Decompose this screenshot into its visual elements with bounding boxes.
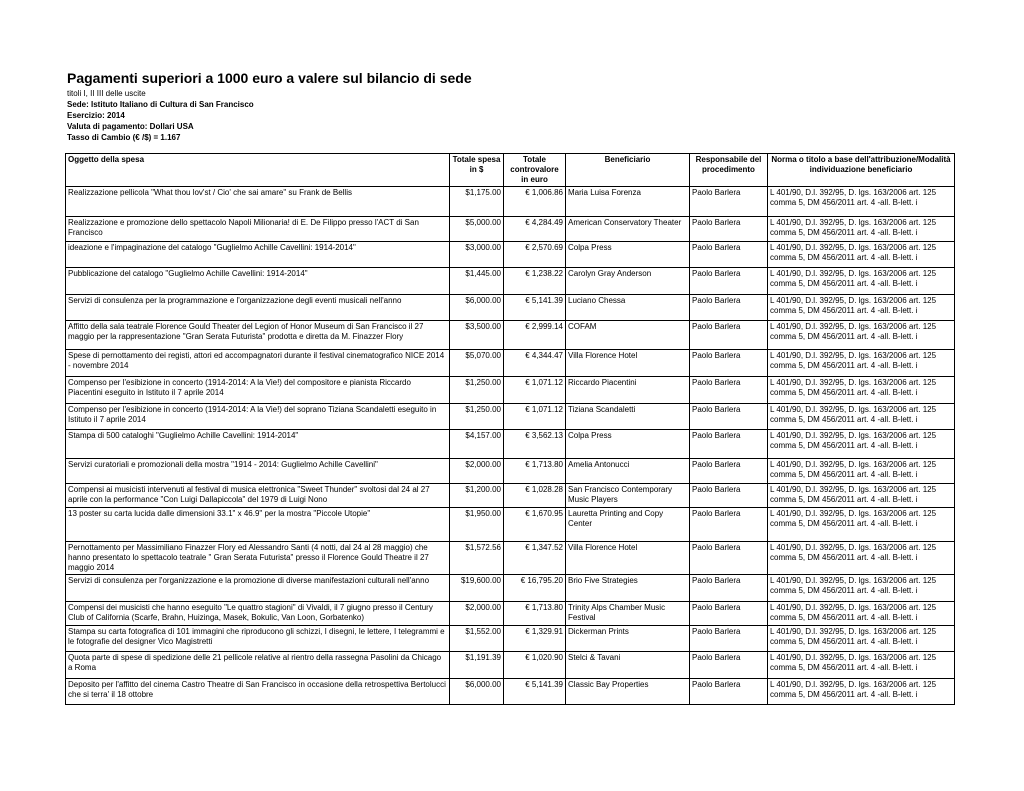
cell-oggetto: Pubblicazione del catalogo "Guglielmo Achille Cavellini: 1914-2014" bbox=[66, 268, 450, 295]
cell-totale-eur: € 4,344.47 bbox=[504, 350, 566, 377]
cell-oggetto: ideazione e l'impaginazione del catalogo "Guglielmo Achille Cavellini: 1914-2014" bbox=[66, 242, 450, 268]
cell-oggetto: Affitto della sala teatrale Florence Gould Theater del Legion of Honor Museum di San Francisco il 27 maggio per la rappresentazione "Gran Serata Futurista" prodotta e diretta da M. Finazzer Flory bbox=[66, 321, 450, 350]
cell-responsabile: Paolo Barlera bbox=[690, 404, 768, 430]
cell-totale-eur: € 5,141.39 bbox=[504, 679, 566, 705]
header-oggetto: Oggetto della spesa bbox=[66, 154, 450, 187]
cell-totale-eur: € 1,071.12 bbox=[504, 377, 566, 404]
cell-responsabile: Paolo Barlera bbox=[690, 679, 768, 705]
table-row bbox=[66, 430, 955, 459]
cell-norma: L 401/90, D.l. 392/95, D. lgs. 163/2006 art. 125 comma 5, DM 456/2011 art. 4 -all. B-lett. i bbox=[768, 242, 955, 268]
table-row bbox=[66, 459, 955, 484]
cell-norma: L 401/90, D.l. 392/95, D. lgs. 163/2006 art. 125 comma 5, DM 456/2011 art. 4 -all. B-lett. i bbox=[768, 542, 955, 575]
cell-oggetto: 13 poster su carta lucida dalle dimensioni 33.1" x 46.9" per la mostra "Piccole Utopie" bbox=[66, 508, 450, 542]
cell-norma: L 401/90, D.l. 392/95, D. lgs. 163/2006 art. 125 comma 5, DM 456/2011 art. 4 -all. B-lett. i bbox=[768, 484, 955, 508]
table-row bbox=[66, 217, 955, 242]
cell-norma: L 401/90, D.l. 392/95, D. lgs. 163/2006 art. 125 comma 5, DM 456/2011 art. 4 -all. B-lett. i bbox=[768, 350, 955, 377]
cell-norma: L 401/90, D.l. 392/95, D. lgs. 163/2006 art. 125 comma 5, DM 456/2011 art. 4 -all. B-lett. i bbox=[768, 187, 955, 217]
cell-norma: L 401/90, D.l. 392/95, D. lgs. 163/2006 art. 125 comma 5, DM 456/2011 art. 4 -all. B-lett. i bbox=[768, 626, 955, 652]
cell-totale-usd: $1,250.00 bbox=[450, 377, 504, 404]
meta-sede: Sede: Istituto Italiano di Cultura di San Francisco bbox=[67, 100, 254, 109]
table-row bbox=[66, 268, 955, 295]
cell-totale-eur: € 16,795.20 bbox=[504, 575, 566, 602]
cell-responsabile: Paolo Barlera bbox=[690, 602, 768, 626]
cell-norma: L 401/90, D.l. 392/95, D. lgs. 163/2006 art. 125 comma 5, DM 456/2011 art. 4 -all. B-lett. i bbox=[768, 321, 955, 350]
cell-norma: L 401/90, D.l. 392/95, D. lgs. 163/2006 art. 125 comma 5, DM 456/2011 art. 4 -all. B-lett. i bbox=[768, 459, 955, 484]
meta-valuta: Valuta di pagamento: Dollari USA bbox=[67, 122, 194, 131]
cell-totale-usd: $2,000.00 bbox=[450, 602, 504, 626]
cell-norma: L 401/90, D.l. 392/95, D. lgs. 163/2006 art. 125 comma 5, DM 456/2011 art. 4 -all. B-lett. i bbox=[768, 430, 955, 459]
cell-oggetto: Servizi di consulenza per l'organizzazione e la promozione di diverse manifestazioni culturali nell'anno bbox=[66, 575, 450, 602]
cell-totale-eur: € 1,347.52 bbox=[504, 542, 566, 575]
cell-beneficiario: Maria Luisa Forenza bbox=[566, 187, 690, 217]
cell-responsabile: Paolo Barlera bbox=[690, 430, 768, 459]
table-row bbox=[66, 652, 955, 679]
cell-totale-eur: € 1,006.86 bbox=[504, 187, 566, 217]
meta-tasso: Tasso di Cambio (€ /$) = 1.167 bbox=[67, 133, 181, 142]
table-row bbox=[66, 377, 955, 404]
cell-totale-eur: € 1,020.90 bbox=[504, 652, 566, 679]
cell-totale-eur: € 4,284.49 bbox=[504, 217, 566, 242]
cell-beneficiario: Lauretta Printing and Copy Center bbox=[566, 508, 690, 542]
header-norma: Norma o titolo a base dell'attribuzione/Modalità individuazione beneficiario bbox=[768, 154, 955, 187]
payments-table bbox=[65, 153, 955, 705]
cell-beneficiario: Tiziana Scandaletti bbox=[566, 404, 690, 430]
cell-norma: L 401/90, D.l. 392/95, D. lgs. 163/2006 art. 125 comma 5, DM 456/2011 art. 4 -all. B-lett. i bbox=[768, 404, 955, 430]
cell-norma: L 401/90, D.l. 392/95, D. lgs. 163/2006 art. 125 comma 5, DM 456/2011 art. 4 -all. B-lett. i bbox=[768, 377, 955, 404]
cell-totale-usd: $1,445.00 bbox=[450, 268, 504, 295]
cell-responsabile: Paolo Barlera bbox=[690, 295, 768, 321]
cell-totale-eur: € 1,071.12 bbox=[504, 404, 566, 430]
cell-oggetto: Compenso per l'esibizione in concerto (1914-2014: A la Vie!) del soprano Tiziana Scandaletti eseguito in Istituto il 7 aprile 2014 bbox=[66, 404, 450, 430]
cell-totale-eur: € 1,329.91 bbox=[504, 626, 566, 652]
cell-oggetto: Stampa di 500 cataloghi "Guglielmo Achille Cavellini: 1914-2014" bbox=[66, 430, 450, 459]
cell-norma: L 401/90, D.l. 392/95, D. lgs. 163/2006 art. 125 comma 5, DM 456/2011 art. 4 -all. B-lett. i bbox=[768, 217, 955, 242]
table-row bbox=[66, 321, 955, 350]
table-row bbox=[66, 242, 955, 268]
cell-beneficiario: COFAM bbox=[566, 321, 690, 350]
cell-oggetto: Realizzazione pellicola "What thou lov'st / Cio' che sai amare" su Frank de Bellis bbox=[66, 187, 450, 217]
cell-totale-usd: $1,200.00 bbox=[450, 484, 504, 508]
cell-totale-usd: $1,250.00 bbox=[450, 404, 504, 430]
cell-beneficiario: Colpa Press bbox=[566, 242, 690, 268]
cell-responsabile: Paolo Barlera bbox=[690, 626, 768, 652]
cell-totale-eur: € 1,238.22 bbox=[504, 268, 566, 295]
cell-responsabile: Paolo Barlera bbox=[690, 321, 768, 350]
cell-responsabile: Paolo Barlera bbox=[690, 484, 768, 508]
cell-oggetto: Deposito per l'affitto del cinema Castro Theatre di San Francisco in occasione della retrospettiva Bertolucci che si terra' il 18 ottobre bbox=[66, 679, 450, 705]
cell-totale-eur: € 2,570.69 bbox=[504, 242, 566, 268]
header-totale-eur: Totale controvalore in euro bbox=[504, 154, 566, 187]
cell-norma: L 401/90, D.l. 392/95, D. lgs. 163/2006 art. 125 comma 5, DM 456/2011 art. 4 -all. B-lett. i bbox=[768, 508, 955, 542]
cell-beneficiario: Trinity Alps Chamber Music Festival bbox=[566, 602, 690, 626]
cell-oggetto: Spese di pernottamento dei registi, attori ed accompagnatori durante il festival cinematografico NICE 2014 - novembre 2014 bbox=[66, 350, 450, 377]
table-row bbox=[66, 484, 955, 508]
cell-oggetto: Stampa su carta fotografica di 101 immagini che riproducono gli schizzi, I disegni, le lettere, I telegrammi e le fotografie del designer Vico Magistretti bbox=[66, 626, 450, 652]
cell-beneficiario: Luciano Chessa bbox=[566, 295, 690, 321]
table-header-row bbox=[66, 154, 955, 187]
cell-beneficiario: American Conservatory Theater bbox=[566, 217, 690, 242]
cell-totale-usd: $4,157.00 bbox=[450, 430, 504, 459]
table-row bbox=[66, 602, 955, 626]
table-row bbox=[66, 187, 955, 217]
cell-totale-usd: $1,552.00 bbox=[450, 626, 504, 652]
cell-totale-usd: $5,000.00 bbox=[450, 217, 504, 242]
cell-totale-usd: $1,572.56 bbox=[450, 542, 504, 575]
cell-oggetto: Compensi ai musicisti intervenuti al festival di musica elettronica "Sweet Thunder" svoltosi dal 24 al 27 aprile con la performance "Con Luigi Dallapiccola" del 1979 di Luigi Nono bbox=[66, 484, 450, 508]
cell-norma: L 401/90, D.l. 392/95, D. lgs. 163/2006 art. 125 comma 5, DM 456/2011 art. 4 -all. B-lett. i bbox=[768, 575, 955, 602]
cell-responsabile: Paolo Barlera bbox=[690, 508, 768, 542]
cell-norma: L 401/90, D.l. 392/95, D. lgs. 163/2006 art. 125 comma 5, DM 456/2011 art. 4 -all. B-lett. i bbox=[768, 679, 955, 705]
cell-norma: L 401/90, D.l. 392/95, D. lgs. 163/2006 art. 125 comma 5, DM 456/2011 art. 4 -all. B-lett. i bbox=[768, 602, 955, 626]
header-responsabile: Responsabile del procedimento bbox=[690, 154, 768, 187]
cell-beneficiario: Stelci & Tavani bbox=[566, 652, 690, 679]
table-row bbox=[66, 679, 955, 705]
cell-totale-eur: € 5,141.39 bbox=[504, 295, 566, 321]
cell-oggetto: Compensi dei musicisti che hanno eseguito "Le quattro stagioni" di Vivaldi, il 7 giugno presso il Century Club of California (Scarfe, Brahn, Huizinga, Masek, Bokulic, Van Loon, Gorbatenko) bbox=[66, 602, 450, 626]
cell-totale-eur: € 3,562.13 bbox=[504, 430, 566, 459]
cell-responsabile: Paolo Barlera bbox=[690, 542, 768, 575]
cell-responsabile: Paolo Barlera bbox=[690, 459, 768, 484]
table-row bbox=[66, 508, 955, 542]
cell-norma: L 401/90, D.l. 392/95, D. lgs. 163/2006 art. 125 comma 5, DM 456/2011 art. 4 -all. B-lett. i bbox=[768, 295, 955, 321]
table-row bbox=[66, 295, 955, 321]
cell-beneficiario: Villa Florence Hotel bbox=[566, 542, 690, 575]
cell-totale-usd: $1,175.00 bbox=[450, 187, 504, 217]
table-row bbox=[66, 404, 955, 430]
cell-totale-usd: $3,500.00 bbox=[450, 321, 504, 350]
cell-beneficiario: Classic Bay Properties bbox=[566, 679, 690, 705]
cell-responsabile: Paolo Barlera bbox=[690, 377, 768, 404]
cell-responsabile: Paolo Barlera bbox=[690, 242, 768, 268]
cell-totale-usd: $2,000.00 bbox=[450, 459, 504, 484]
cell-beneficiario: Dickerman Prints bbox=[566, 626, 690, 652]
cell-responsabile: Paolo Barlera bbox=[690, 217, 768, 242]
cell-totale-eur: € 1,670.95 bbox=[504, 508, 566, 542]
cell-beneficiario: Brio Five Strategies bbox=[566, 575, 690, 602]
cell-totale-usd: $5,070.00 bbox=[450, 350, 504, 377]
cell-oggetto: Servizi di consulenza per la programmazione e l'organizzazione degli eventi musicali nell'anno bbox=[66, 295, 450, 321]
cell-totale-eur: € 2,999.14 bbox=[504, 321, 566, 350]
cell-beneficiario: Amelia Antonucci bbox=[566, 459, 690, 484]
table-row bbox=[66, 626, 955, 652]
cell-beneficiario: Carolyn Gray Anderson bbox=[566, 268, 690, 295]
cell-responsabile: Paolo Barlera bbox=[690, 268, 768, 295]
cell-beneficiario: Riccardo Piacentini bbox=[566, 377, 690, 404]
cell-totale-usd: $6,000.00 bbox=[450, 679, 504, 705]
cell-totale-usd: $6,000.00 bbox=[450, 295, 504, 321]
cell-oggetto: Realizzazione e promozione dello spettacolo Napoli Milionaria! di E. De Filippo presso l'ACT di San Francisco bbox=[66, 217, 450, 242]
header-beneficiario: Beneficiario bbox=[566, 154, 690, 187]
table-row bbox=[66, 350, 955, 377]
cell-norma: L 401/90, D.l. 392/95, D. lgs. 163/2006 art. 125 comma 5, DM 456/2011 art. 4 -all. B-lett. i bbox=[768, 268, 955, 295]
header-totale-usd: Totale spesa in $ bbox=[450, 154, 504, 187]
cell-responsabile: Paolo Barlera bbox=[690, 575, 768, 602]
cell-norma: L 401/90, D.l. 392/95, D. lgs. 163/2006 art. 125 comma 5, DM 456/2011 art. 4 -all. B-lett. i bbox=[768, 652, 955, 679]
cell-beneficiario: Villa Florence Hotel bbox=[566, 350, 690, 377]
cell-totale-usd: $1,950.00 bbox=[450, 508, 504, 542]
table-row bbox=[66, 542, 955, 575]
cell-totale-eur: € 1,713.80 bbox=[504, 459, 566, 484]
meta-titoli: titoli I, II III delle uscite bbox=[67, 89, 146, 98]
cell-beneficiario: Colpa Press bbox=[566, 430, 690, 459]
cell-oggetto: Quota parte di spese di spedizione delle 21 pellicole relative al rientro della rassegna Pasolini da Chicago a Roma bbox=[66, 652, 450, 679]
cell-totale-usd: $3,000.00 bbox=[450, 242, 504, 268]
cell-oggetto: Compenso per l'esibizione in concerto (1914-2014: A la Vie!) del compositore e pianista Riccardo Piacentini eseguito in Istituto il 7 aprile 2014 bbox=[66, 377, 450, 404]
meta-esercizio: Esercizio: 2014 bbox=[67, 111, 125, 120]
cell-responsabile: Paolo Barlera bbox=[690, 652, 768, 679]
cell-totale-usd: $19,600.00 bbox=[450, 575, 504, 602]
cell-oggetto: Servizi curatoriali e promozionali della mostra "1914 - 2014: Guglielmo Achille Cavellini" bbox=[66, 459, 450, 484]
table-row bbox=[66, 575, 955, 602]
cell-totale-usd: $1,191.39 bbox=[450, 652, 504, 679]
cell-totale-eur: € 1,713.80 bbox=[504, 602, 566, 626]
cell-totale-eur: € 1,028.28 bbox=[504, 484, 566, 508]
cell-responsabile: Paolo Barlera bbox=[690, 187, 768, 217]
cell-oggetto: Pernottamento per Massimiliano Finazzer Flory ed Alessandro Santi (4 notti, dal 24 al 28 maggio) che hanno presentato lo spettacolo teatrale " Gran Serata Futurista" presso il Florence Gould Theatre il 27 maggio 2014 bbox=[66, 542, 450, 575]
cell-responsabile: Paolo Barlera bbox=[690, 350, 768, 377]
document-title: Pagamenti superiori a 1000 euro a valere sul bilancio di sede bbox=[67, 70, 472, 86]
cell-beneficiario: San Francisco Contemporary Music Players bbox=[566, 484, 690, 508]
